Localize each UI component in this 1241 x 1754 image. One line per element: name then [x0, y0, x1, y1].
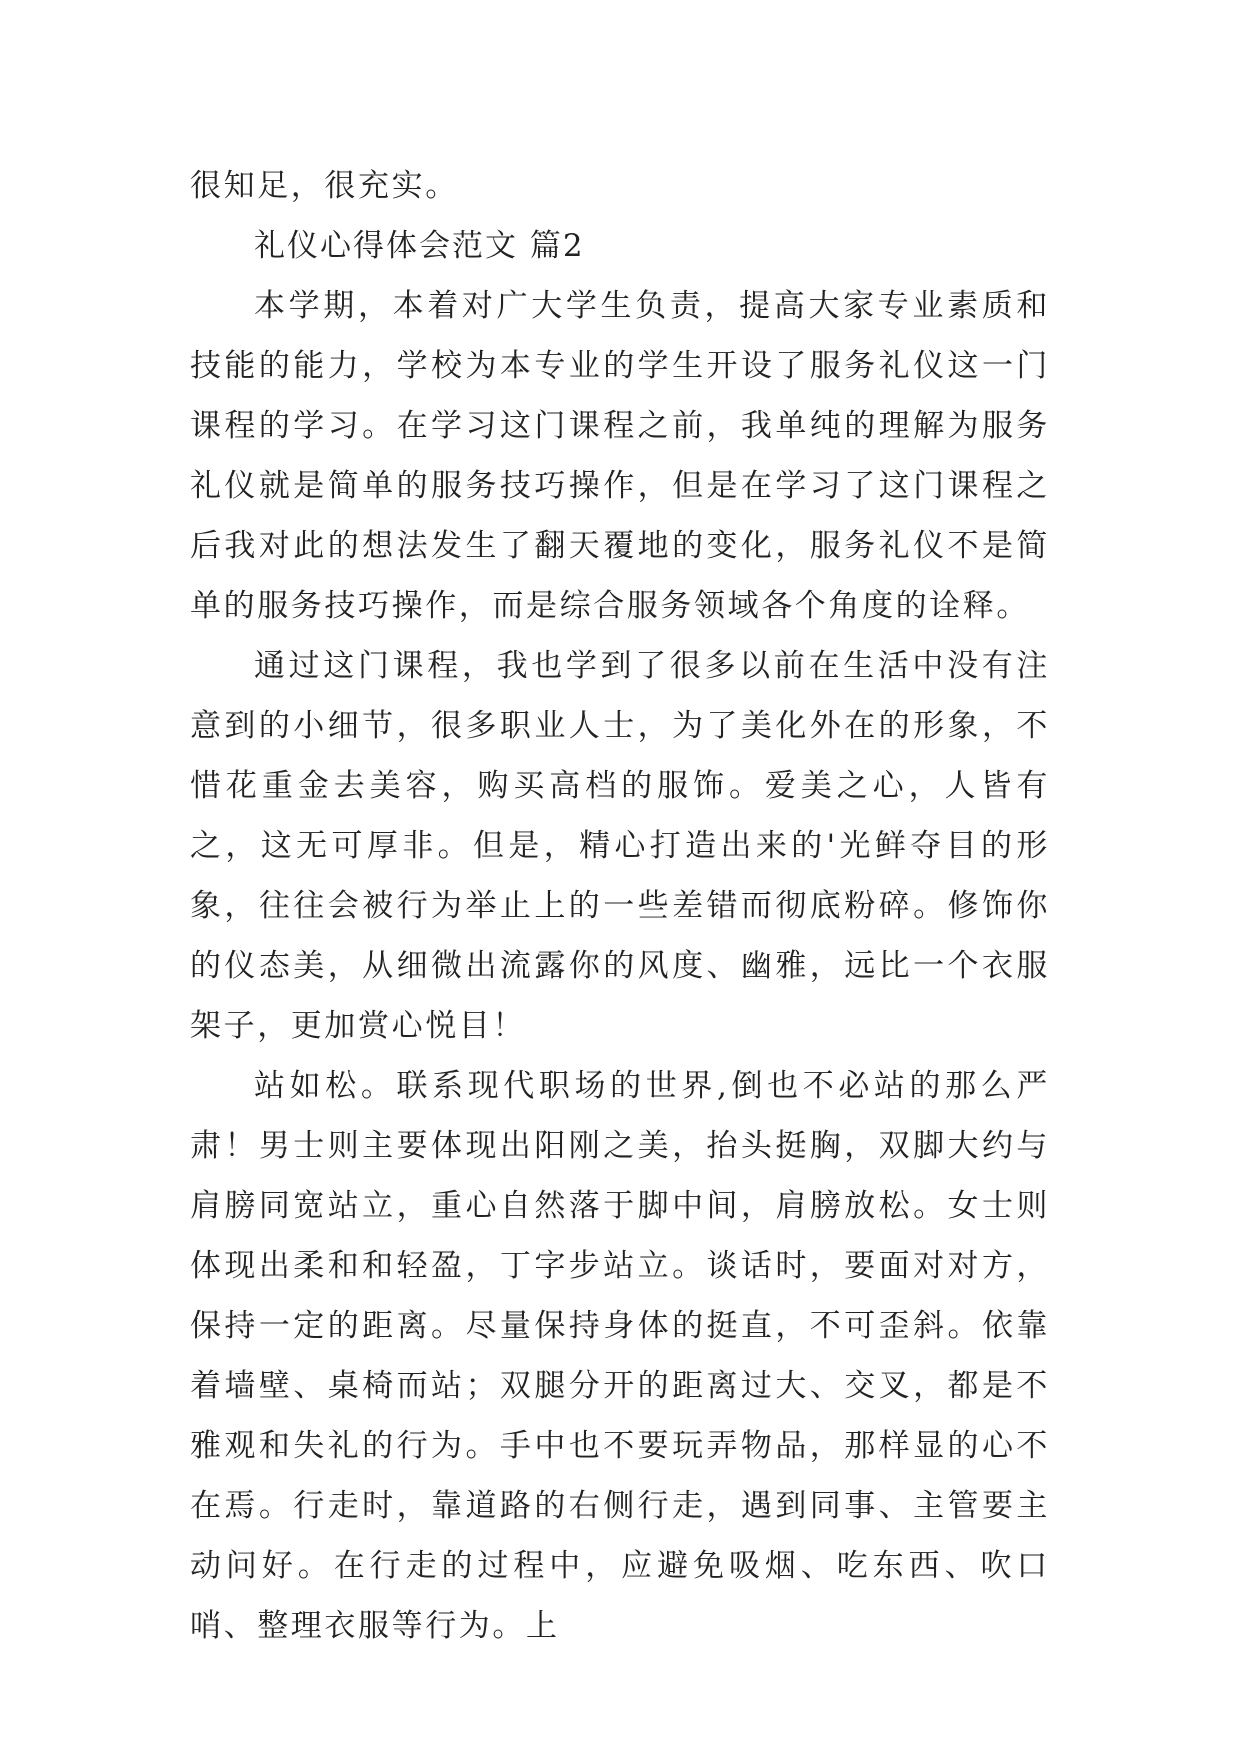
paragraph-3: 站如松。联系现代职场的世界,倒也不必站的那么严肃！男士则主要体现出阳刚之美，抬头挺胸，双脚大约与肩膀同宽站立，重心自然落于脚中间，肩膀放松。女士则体现出柔和和轻盈，丁字步站立。谈话时，要面对对方，保持一定的距离。尽量保持身体的挺直，不可歪斜。依靠着墙壁、桌椅而站；双腿分开的距离过大、交叉，都是不雅观和失礼的行为。手中也不要玩弄物品，那样显的心不在焉。行走时，靠道路的右侧行走，遇到同事、主管要主动问好。在行走的过程中，应避免吸烟、吃东西、吹口哨、整理衣服等行为。上: [190, 1068, 1050, 1644]
paragraph-2: 通过这门课程，我也学到了很多以前在生活中没有注意到的小细节，很多职业人士，为了美化外在的形象，不惜花重金去美容，购买高档的服饰。爱美之心，人皆有之，这无可厚非。但是，精心打造出来的'光鲜夺目的形象，往往会被行为举止上的一些差错而彻底粉碎。修饰你的仪态美，从细微出流露你的风度、幽雅，远比一个衣服架子，更加赏心悦目！: [190, 648, 1050, 1044]
paragraph-continuation: 很知足，很充实。: [190, 168, 459, 204]
paragraph-1: 本学期，本着对广大学生负责，提高大家专业素质和技能的能力，学校为本专业的学生开设了服务礼仪这一门课程的学习。在学习这门课程之前，我单纯的理解为服务礼仪就是简单的服务技巧操作，但是在学习了这门课程之后我对此的想法发生了翻天覆地的变化，服务礼仪不是简单的服务技巧操作，而是综合服务领域各个角度的诠释。: [190, 288, 1050, 624]
document-body: [190, 156, 1050, 1656]
section-heading: 礼仪心得体会范文 篇2: [254, 228, 585, 264]
